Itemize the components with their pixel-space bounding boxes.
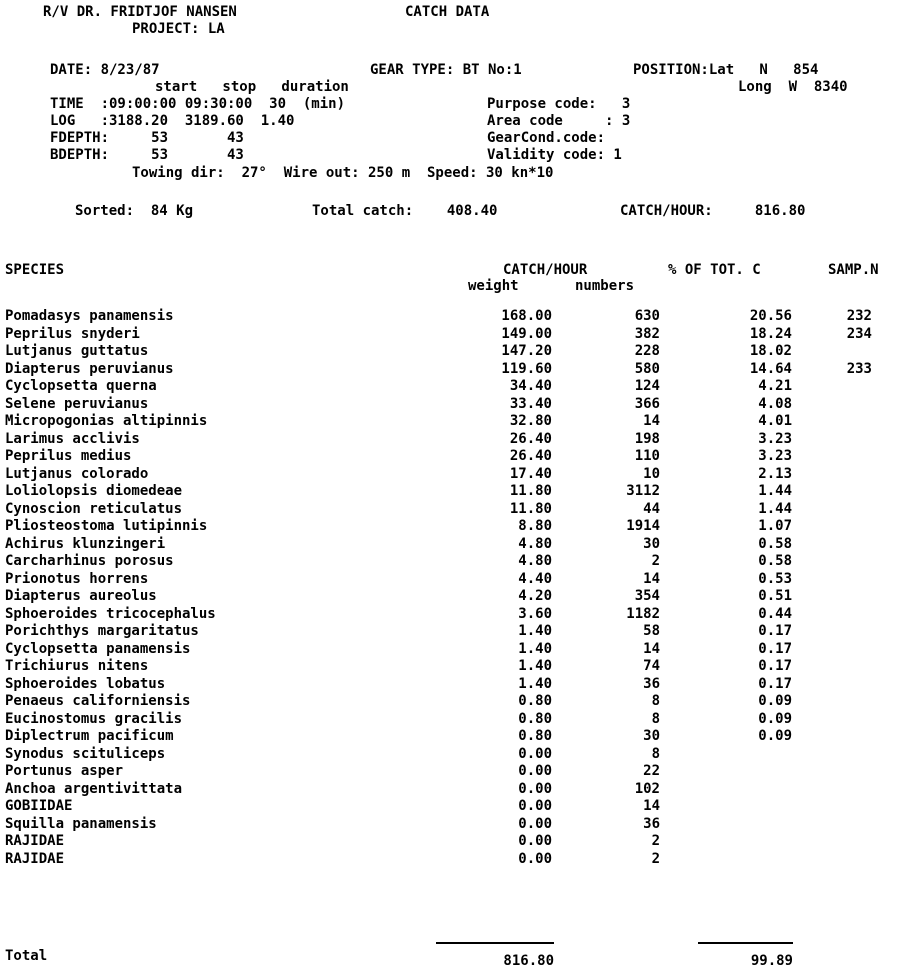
bdepth-line: BDEPTH: 53 43 <box>50 147 244 163</box>
row-numbers: 10 <box>643 466 660 482</box>
row-numbers: 8 <box>651 693 660 709</box>
row-weight: 1.40 <box>518 641 552 657</box>
row-species: Portunus asper <box>5 763 124 779</box>
row-weight: 33.40 <box>509 396 552 412</box>
row-weight: 11.80 <box>509 483 552 499</box>
row-species: Carcharhinus porosus <box>5 553 174 569</box>
row-pct: 1.07 <box>758 518 792 534</box>
row-species: Loliolopsis diomedeae <box>5 483 183 499</box>
row-species: RAJIDAE <box>5 851 65 867</box>
row-pct: 0.17 <box>758 641 792 657</box>
row-species: Diapterus aureolus <box>5 588 157 604</box>
row-numbers: 3112 <box>626 483 660 499</box>
project-label: PROJECT: LA <box>132 21 225 37</box>
species-header: SPECIES <box>5 262 65 278</box>
row-numbers: 8 <box>651 711 660 727</box>
row-species: Squilla panamensis <box>5 816 157 832</box>
row-pct: 0.44 <box>758 606 792 622</box>
weight-header: weight <box>468 278 519 294</box>
row-numbers: 74 <box>643 658 660 674</box>
row-weight: 3.60 <box>518 606 552 622</box>
fdepth-line: FDEPTH: 53 43 <box>50 130 244 146</box>
row-numbers: 1182 <box>626 606 660 622</box>
row-pct: 20.56 <box>749 308 792 324</box>
row-species: Sphoeroides tricocephalus <box>5 606 216 622</box>
row-samp: 233 <box>846 361 872 377</box>
row-weight: 34.40 <box>509 378 552 394</box>
total-percent: 99.89 <box>750 953 793 969</box>
row-species: Diapterus peruvianus <box>5 361 174 377</box>
row-weight: 17.40 <box>509 466 552 482</box>
row-weight: 0.00 <box>518 816 552 832</box>
towing-line: Towing dir: 27° Wire out: 250 m Speed: 30 kn*10 <box>132 165 554 181</box>
total-label: Total <box>5 948 48 964</box>
row-weight: 0.00 <box>518 798 552 814</box>
row-species: RAJIDAE <box>5 833 65 849</box>
row-species: Selene peruvianus <box>5 396 149 412</box>
document-title: CATCH DATA <box>405 4 490 20</box>
row-species: Peprilus medius <box>5 448 132 464</box>
row-numbers: 630 <box>634 308 660 324</box>
date-line: DATE: 8/23/87 <box>50 62 160 78</box>
row-numbers: 228 <box>634 343 660 359</box>
row-species: GOBIIDAE <box>5 798 73 814</box>
area-code-line: Area code : 3 <box>487 113 631 129</box>
log-line: LOG :3188.20 3189.60 1.40 <box>50 113 295 129</box>
row-weight: 1.40 <box>518 623 552 639</box>
column-headers-line: start stop duration <box>155 79 349 95</box>
row-weight: 1.40 <box>518 676 552 692</box>
row-pct: 4.21 <box>758 378 792 394</box>
row-weight: 8.80 <box>518 518 552 534</box>
row-pct: 1.44 <box>758 483 792 499</box>
weight-total-rule <box>436 942 554 944</box>
row-weight: 147.20 <box>501 343 552 359</box>
time-line: TIME :09:00:00 09:30:00 30 (min) <box>50 96 346 112</box>
row-species: Anchoa argentivittata <box>5 781 183 797</box>
row-pct: 0.09 <box>758 693 792 709</box>
vessel-name: R/V DR. FRIDTJOF NANSEN <box>43 4 237 20</box>
row-species: Pliosteostoma lutipinnis <box>5 518 208 534</box>
row-samp: 232 <box>846 308 872 324</box>
row-numbers: 2 <box>651 851 660 867</box>
row-species: Pomadasys panamensis <box>5 308 174 324</box>
row-species: Prionotus horrens <box>5 571 149 587</box>
row-numbers: 2 <box>651 833 660 849</box>
row-species: Lutjanus guttatus <box>5 343 149 359</box>
row-numbers: 102 <box>634 781 660 797</box>
row-numbers: 2 <box>651 553 660 569</box>
row-numbers: 110 <box>634 448 660 464</box>
row-numbers: 36 <box>643 816 660 832</box>
row-pct: 1.44 <box>758 501 792 517</box>
row-species: Achirus klunzingeri <box>5 536 166 552</box>
sample-number-header: SAMP.N <box>828 262 879 278</box>
total-weight: 816.80 <box>503 953 554 969</box>
row-pct: 0.51 <box>758 588 792 604</box>
row-numbers: 14 <box>643 798 660 814</box>
row-species: Lutjanus colorado <box>5 466 149 482</box>
gear-condition-line: GearCond.code: <box>487 130 606 146</box>
row-weight: 0.80 <box>518 728 552 744</box>
row-pct: 3.23 <box>758 431 792 447</box>
total-catch: Total catch: 408.40 <box>312 203 498 219</box>
row-weight: 32.80 <box>509 413 552 429</box>
row-species: Porichthys margaritatus <box>5 623 199 639</box>
row-numbers: 366 <box>634 396 660 412</box>
row-weight: 4.20 <box>518 588 552 604</box>
row-weight: 4.80 <box>518 536 552 552</box>
row-species: Trichiurus nitens <box>5 658 149 674</box>
row-numbers: 30 <box>643 536 660 552</box>
row-pct: 0.17 <box>758 623 792 639</box>
catch-per-hour: CATCH/HOUR: 816.80 <box>620 203 806 219</box>
row-species: Sphoeroides lobatus <box>5 676 166 692</box>
row-pct: 14.64 <box>749 361 792 377</box>
row-weight: 0.00 <box>518 833 552 849</box>
row-weight: 1.40 <box>518 658 552 674</box>
row-weight: 0.00 <box>518 851 552 867</box>
row-pct: 3.23 <box>758 448 792 464</box>
row-species: Cynoscion reticulatus <box>5 501 183 517</box>
row-weight: 0.00 <box>518 746 552 762</box>
row-species: Diplectrum pacificum <box>5 728 174 744</box>
row-pct: 0.17 <box>758 676 792 692</box>
row-weight: 0.80 <box>518 693 552 709</box>
row-samp: 234 <box>846 326 872 342</box>
row-weight: 0.00 <box>518 763 552 779</box>
row-species: Micropogonias altipinnis <box>5 413 208 429</box>
row-pct: 18.02 <box>749 343 792 359</box>
row-species: Penaeus californiensis <box>5 693 191 709</box>
row-numbers: 580 <box>634 361 660 377</box>
row-numbers: 382 <box>634 326 660 342</box>
row-numbers: 124 <box>634 378 660 394</box>
row-pct: 0.58 <box>758 553 792 569</box>
sorted-weight: Sorted: 84 Kg <box>75 203 194 219</box>
row-numbers: 198 <box>634 431 660 447</box>
row-numbers: 36 <box>643 676 660 692</box>
purpose-code-line: Purpose code: 3 <box>487 96 631 112</box>
row-pct: 2.13 <box>758 466 792 482</box>
row-pct: 18.24 <box>749 326 792 342</box>
row-species: Cyclopsetta panamensis <box>5 641 191 657</box>
row-pct: 0.17 <box>758 658 792 674</box>
catch-hour-header: CATCH/HOUR <box>503 262 588 278</box>
row-numbers: 8 <box>651 746 660 762</box>
row-weight: 4.40 <box>518 571 552 587</box>
row-weight: 26.40 <box>509 448 552 464</box>
percent-total-header: % OF TOT. C <box>668 262 761 278</box>
row-numbers: 354 <box>634 588 660 604</box>
row-numbers: 14 <box>643 641 660 657</box>
row-weight: 0.00 <box>518 781 552 797</box>
numbers-header: numbers <box>575 278 635 294</box>
row-pct: 4.01 <box>758 413 792 429</box>
position-lat-line: POSITION:Lat N 854 <box>633 62 819 78</box>
position-long-line: Long W 8340 <box>738 79 848 95</box>
row-numbers: 22 <box>643 763 660 779</box>
row-numbers: 30 <box>643 728 660 744</box>
row-weight: 0.80 <box>518 711 552 727</box>
row-species: Peprilus snyderi <box>5 326 140 342</box>
row-weight: 4.80 <box>518 553 552 569</box>
row-weight: 26.40 <box>509 431 552 447</box>
percent-total-rule <box>698 942 793 944</box>
row-weight: 119.60 <box>501 361 552 377</box>
row-weight: 11.80 <box>509 501 552 517</box>
row-weight: 149.00 <box>501 326 552 342</box>
row-pct: 0.58 <box>758 536 792 552</box>
row-species: Cyclopsetta querna <box>5 378 157 394</box>
row-pct: 0.09 <box>758 711 792 727</box>
row-species: Larimus acclivis <box>5 431 140 447</box>
row-species: Synodus scituliceps <box>5 746 166 762</box>
validity-code-line: Validity code: 1 <box>487 147 622 163</box>
row-numbers: 1914 <box>626 518 660 534</box>
row-pct: 0.09 <box>758 728 792 744</box>
gear-type-line: GEAR TYPE: BT No:1 <box>370 62 522 78</box>
row-numbers: 58 <box>643 623 660 639</box>
row-numbers: 14 <box>643 571 660 587</box>
row-pct: 4.08 <box>758 396 792 412</box>
row-numbers: 14 <box>643 413 660 429</box>
row-pct: 0.53 <box>758 571 792 587</box>
row-numbers: 44 <box>643 501 660 517</box>
row-weight: 168.00 <box>501 308 552 324</box>
row-species: Eucinostomus gracilis <box>5 711 183 727</box>
